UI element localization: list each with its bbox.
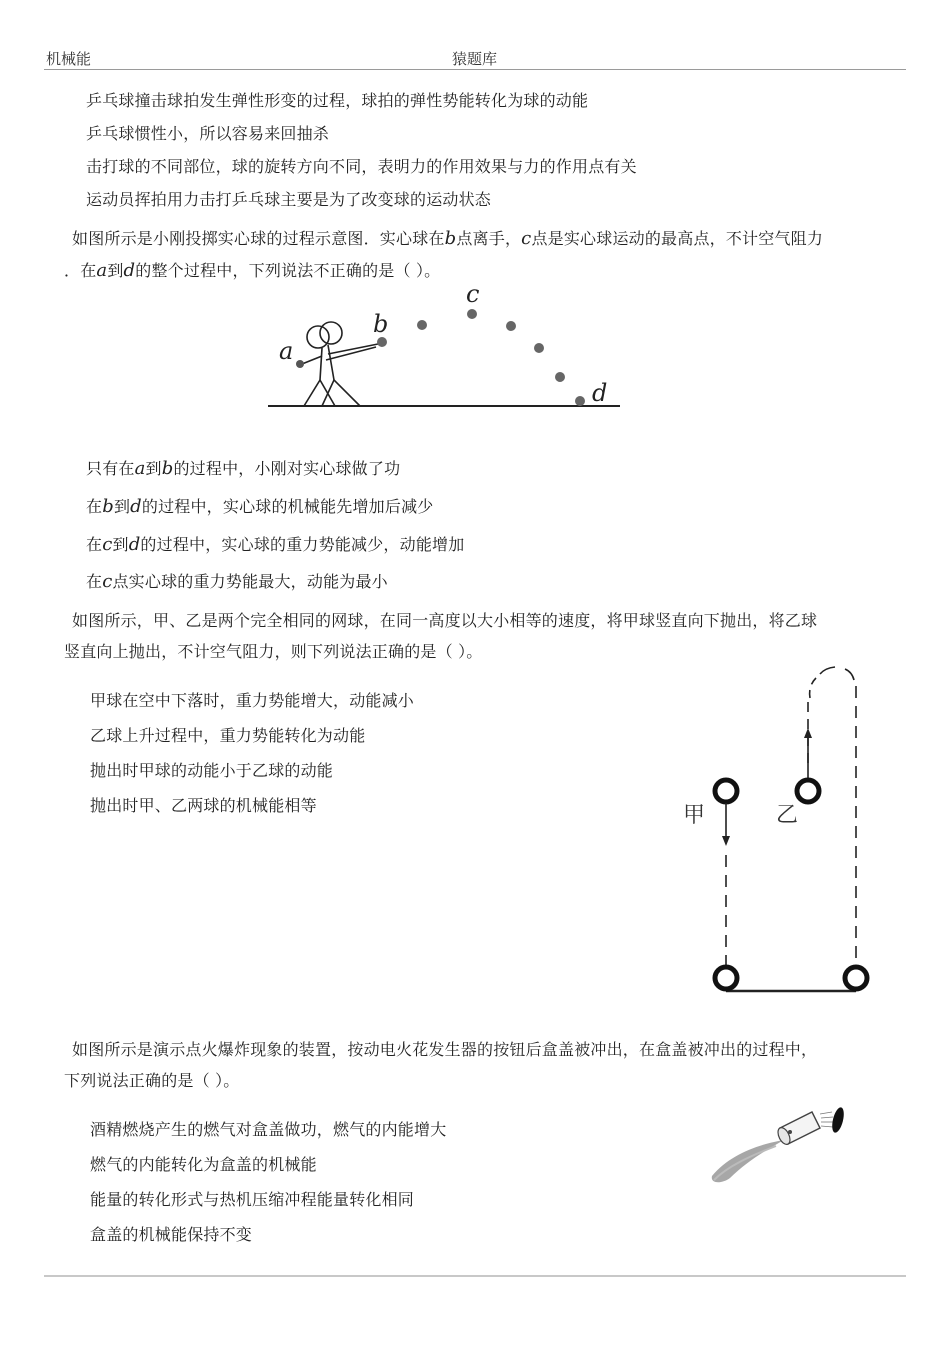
- ball-jia-landed: [715, 967, 737, 989]
- ball-position-a: [296, 360, 304, 368]
- q2-stem-text: 如图所示是小刚投掷实心球的过程示意图．实心球在: [72, 229, 445, 248]
- option-var: d: [128, 534, 141, 555]
- q1-option-3: 击打球的不同部位，球的旋转方向不同，表明力的作用效果与力的作用点有关: [86, 157, 637, 176]
- q2-throw-figure: [260, 280, 630, 415]
- trajectory-ball: [534, 343, 544, 353]
- option-text: 在: [86, 497, 103, 516]
- ball-jia: [715, 780, 737, 802]
- q2-stem-text: 点是实心球运动的最高点，不计空气阻力: [531, 229, 824, 248]
- option-text: 点实心球的重力势能最大，动能为最小: [112, 572, 388, 591]
- ball-position-d: [575, 396, 585, 406]
- trajectory-ball: [417, 320, 427, 330]
- q2-option-4: [86, 569, 388, 592]
- q2-option-2: [86, 494, 433, 517]
- trajectory-ball: [506, 321, 516, 331]
- q1-option-1: 乒乓球撞击球拍发生弹性形变的过程，球拍的弹性势能转化为球的动能: [86, 91, 589, 110]
- arrow-down-icon: [722, 836, 730, 846]
- label-a: a: [279, 337, 294, 365]
- arrow-up-icon: [804, 728, 812, 738]
- ball-yi-landed: [845, 967, 867, 989]
- q2-var-c: c: [521, 228, 532, 249]
- footer-divider: [44, 1275, 906, 1277]
- option-var: a: [134, 458, 146, 479]
- q2-stem-text: 到: [107, 261, 124, 280]
- q2-stem-text: ．在: [64, 261, 97, 280]
- q3-stem-line-1: 如图所示，甲、乙是两个完全相同的网球，在同一高度以大小相等的速度，将甲球竖直向下抛出，将乙球: [72, 611, 818, 630]
- q2-stem-line-2: [64, 258, 440, 281]
- q2-var-a: a: [96, 260, 108, 281]
- label-jia: 甲: [683, 803, 706, 828]
- option-text: 到: [113, 497, 131, 516]
- option-text: 的过程中，实心球的重力势能减少，动能增加: [140, 535, 465, 554]
- option-text: 到: [145, 459, 162, 478]
- q4-option-4: 盒盖的机械能保持不变: [90, 1225, 253, 1244]
- q2-stem-text: 的整个过程中，下列说法不正确的是（ ）。: [135, 261, 441, 280]
- arc-top-left: [820, 667, 835, 674]
- q2-option-1: [86, 456, 400, 479]
- q2-stem-line-1: [72, 226, 823, 249]
- q3-option-2: 乙球上升过程中，重力势能转化为动能: [90, 726, 366, 745]
- option-var: c: [102, 534, 113, 555]
- q4-stem-line-2: 下列说法正确的是（ ）。: [64, 1071, 240, 1090]
- q4-stem-line-1: 如图所示是演示点火爆炸现象的装置，按动电火花发生器的按钮后盒盖被冲出，在盒盖被冲出的过程中，: [72, 1040, 818, 1059]
- option-var: b: [161, 458, 174, 479]
- label-yi: 乙: [776, 803, 799, 828]
- option-text: 在: [86, 572, 103, 591]
- option-text: 的过程中，小刚对实心球做了功: [173, 459, 401, 478]
- arc-left: [810, 678, 816, 698]
- q2-var-b: b: [444, 228, 457, 249]
- q2-option-3: [86, 532, 464, 555]
- q3-ball-figure: [670, 660, 890, 1005]
- option-text: 只有在: [86, 459, 135, 478]
- lid-icon: [830, 1106, 846, 1134]
- spark-lines: [820, 1112, 833, 1127]
- q4-ignition-figure: [700, 1098, 860, 1190]
- option-text: 在: [86, 535, 103, 554]
- q2-stem-text: 点离手，: [456, 229, 522, 248]
- label-d: d: [592, 379, 608, 407]
- option-text: 的过程中，实心球的机械能先增加后减少: [141, 497, 434, 516]
- ball-yi: [797, 780, 819, 802]
- q3-stem-line-2: 竖直向上抛出，不计空气阻力，则下列说法正确的是（ ）。: [64, 642, 483, 661]
- header-subject: 机械能: [46, 50, 92, 68]
- canister-icon: [776, 1112, 820, 1146]
- header-divider: [44, 69, 906, 70]
- q2-var-d: d: [123, 260, 136, 281]
- q4-option-3: 能量的转化形式与热机压缩冲程能量转化相同: [90, 1190, 415, 1209]
- label-c: c: [466, 280, 480, 308]
- q4-option-1: 酒精燃烧产生的燃气对盒盖做功，燃气的内能增大: [90, 1120, 447, 1139]
- label-b: b: [373, 310, 389, 338]
- option-var: d: [130, 496, 142, 517]
- arc-top-right: [845, 669, 854, 680]
- q4-option-2: 燃气的内能转化为盒盖的机械能: [90, 1155, 317, 1174]
- header-source: 猿题库: [452, 50, 498, 68]
- ball-position-c: [467, 309, 477, 319]
- option-var: c: [102, 571, 113, 592]
- q1-option-4: 运动员挥拍用力击打乒乓球主要是为了改变球的运动状态: [86, 190, 492, 209]
- q1-option-2: 乒乓球惯性小，所以容易来回抽杀: [86, 124, 330, 143]
- option-text: 到: [112, 535, 129, 554]
- trajectory-ball: [555, 372, 565, 382]
- ball-position-b: [377, 337, 387, 347]
- q3-option-1: 甲球在空中下落时，重力势能增大，动能减小: [90, 691, 415, 710]
- thrower-figure: [302, 322, 378, 406]
- option-var: b: [102, 496, 114, 517]
- q3-option-3: 抛出时甲球的动能小于乙球的动能: [90, 761, 334, 780]
- q3-option-4: 抛出时甲、乙两球的机械能相等: [90, 796, 317, 815]
